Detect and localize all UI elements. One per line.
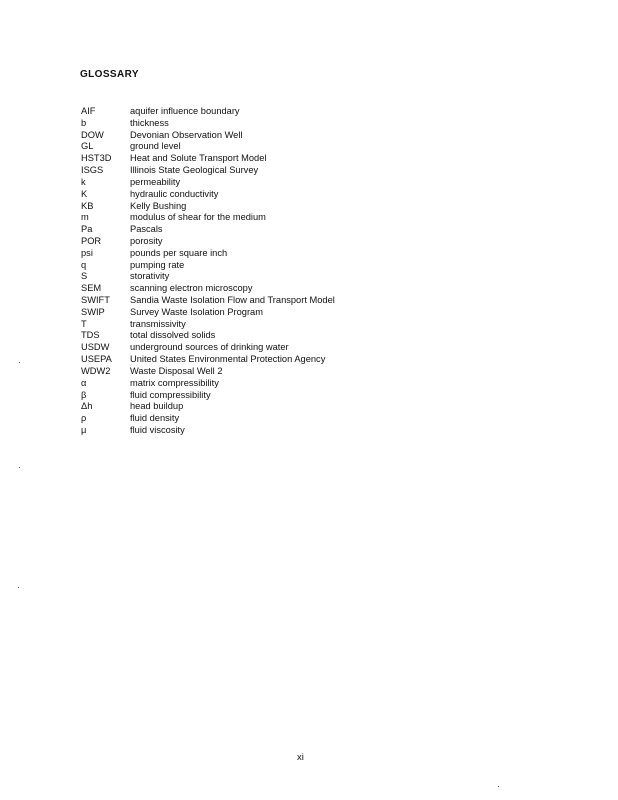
- glossary-abbreviation: TDS: [81, 330, 100, 341]
- glossary-abbreviation: psi: [81, 247, 93, 258]
- glossary-abbreviation: Δh: [81, 401, 93, 412]
- glossary-row: [81, 319, 381, 331]
- glossary-definition: fluid viscosity: [130, 424, 185, 435]
- glossary-abbreviation: μ: [81, 424, 87, 435]
- glossary-abbreviation: WDW2: [81, 365, 111, 376]
- scan-speck: [19, 467, 20, 468]
- glossary-row: [81, 342, 381, 354]
- glossary-definition: Pascals: [130, 224, 163, 235]
- glossary-abbreviation: q: [81, 259, 87, 270]
- glossary-abbreviation: USDW: [81, 342, 110, 353]
- glossary-row: [81, 283, 381, 295]
- glossary-row: [81, 390, 381, 402]
- glossary-abbreviation: K: [81, 188, 88, 199]
- glossary-definition: scanning electron microscopy: [130, 283, 253, 294]
- glossary-definition: Sandia Waste Isolation Flow and Transport Model: [130, 295, 335, 305]
- glossary-abbreviation: β: [81, 389, 87, 400]
- glossary-abbreviation: ISGS: [81, 165, 104, 176]
- glossary-definition: aquifer influence boundary: [130, 106, 240, 116]
- glossary-row: [81, 212, 381, 224]
- glossary-abbreviation: HST3D: [81, 153, 112, 164]
- glossary-row: [81, 413, 381, 425]
- glossary-abbreviation: k: [81, 176, 86, 187]
- glossary-definition: Survey Waste Isolation Program: [130, 306, 263, 317]
- glossary-definition: fluid density: [130, 413, 180, 424]
- glossary-abbreviation: S: [81, 271, 88, 282]
- glossary-definition: thickness: [130, 117, 169, 128]
- glossary-definition: Heat and Solute Transport Model: [130, 153, 267, 164]
- glossary-definition: Kelly Bushing: [130, 200, 187, 211]
- glossary-abbreviation: b: [81, 117, 87, 128]
- glossary-row: [81, 354, 381, 366]
- glossary-definition: storativity: [130, 271, 170, 282]
- glossary-row: [81, 378, 381, 390]
- glossary-abbreviation: Pa: [81, 224, 93, 235]
- glossary-row: [81, 401, 381, 413]
- glossary-row: [81, 130, 381, 142]
- glossary-row: [81, 153, 381, 165]
- glossary-abbreviation: AIF: [81, 106, 96, 116]
- glossary-abbreviation: USEPA: [81, 354, 112, 365]
- glossary-definition: fluid compressibility: [130, 389, 211, 400]
- glossary-abbreviation: ρ: [81, 413, 87, 424]
- glossary-list: [81, 106, 381, 437]
- glossary-definition: pumping rate: [130, 259, 185, 270]
- glossary-row: [81, 260, 381, 272]
- glossary-definition: underground sources of drinking water: [130, 342, 289, 353]
- glossary-row: [81, 118, 381, 130]
- glossary-row: [81, 295, 381, 307]
- glossary-definition: hydraulic conductivity: [130, 188, 219, 199]
- glossary-definition: pounds per square inch: [130, 247, 228, 258]
- glossary-abbreviation: m: [81, 212, 89, 223]
- scan-speck: [498, 786, 499, 787]
- glossary-definition: modulus of shear for the medium: [130, 212, 266, 223]
- glossary-abbreviation: SWIP: [81, 306, 105, 317]
- glossary-definition: Illinois State Geological Survey: [130, 165, 259, 176]
- glossary-abbreviation: α: [81, 377, 87, 388]
- glossary-row: [81, 165, 381, 177]
- glossary-abbreviation: DOW: [81, 129, 104, 140]
- glossary-definition: Waste Disposal Well 2: [130, 365, 223, 376]
- glossary-row: [81, 307, 381, 319]
- glossary-abbreviation: SWIFT: [81, 295, 110, 305]
- page-number: xi: [297, 752, 304, 763]
- glossary-row: [81, 189, 381, 201]
- glossary-row: [81, 330, 381, 342]
- glossary-row: [81, 141, 381, 153]
- glossary-title: GLOSSARY: [80, 69, 139, 80]
- glossary-row: [81, 236, 381, 248]
- glossary-abbreviation: KB: [81, 200, 94, 211]
- glossary-row: [81, 425, 381, 437]
- glossary-abbreviation: T: [81, 318, 87, 329]
- glossary-definition: matrix compressibility: [130, 377, 219, 388]
- glossary-row: [81, 248, 381, 260]
- glossary-definition: United States Environmental Protection Agency: [130, 354, 326, 365]
- glossary-abbreviation: SEM: [81, 283, 102, 294]
- glossary-definition: porosity: [130, 235, 163, 246]
- glossary-row: [81, 106, 381, 118]
- glossary-row: [81, 271, 381, 283]
- glossary-abbreviation: POR: [81, 235, 102, 246]
- glossary-definition: total dissolved solids: [130, 330, 216, 341]
- glossary-row: [81, 366, 381, 378]
- scan-speck: [19, 362, 20, 363]
- glossary-row: [81, 177, 381, 189]
- glossary-abbreviation: GL: [81, 141, 94, 152]
- glossary-definition: permeability: [130, 176, 181, 187]
- glossary-definition: ground level: [130, 141, 181, 152]
- glossary-definition: head buildup: [130, 401, 184, 412]
- glossary-definition: transmissivity: [130, 318, 186, 329]
- glossary-definition: Devonian Observation Well: [130, 129, 243, 140]
- scan-speck: [18, 587, 19, 588]
- glossary-row: [81, 201, 381, 213]
- glossary-row: [81, 224, 381, 236]
